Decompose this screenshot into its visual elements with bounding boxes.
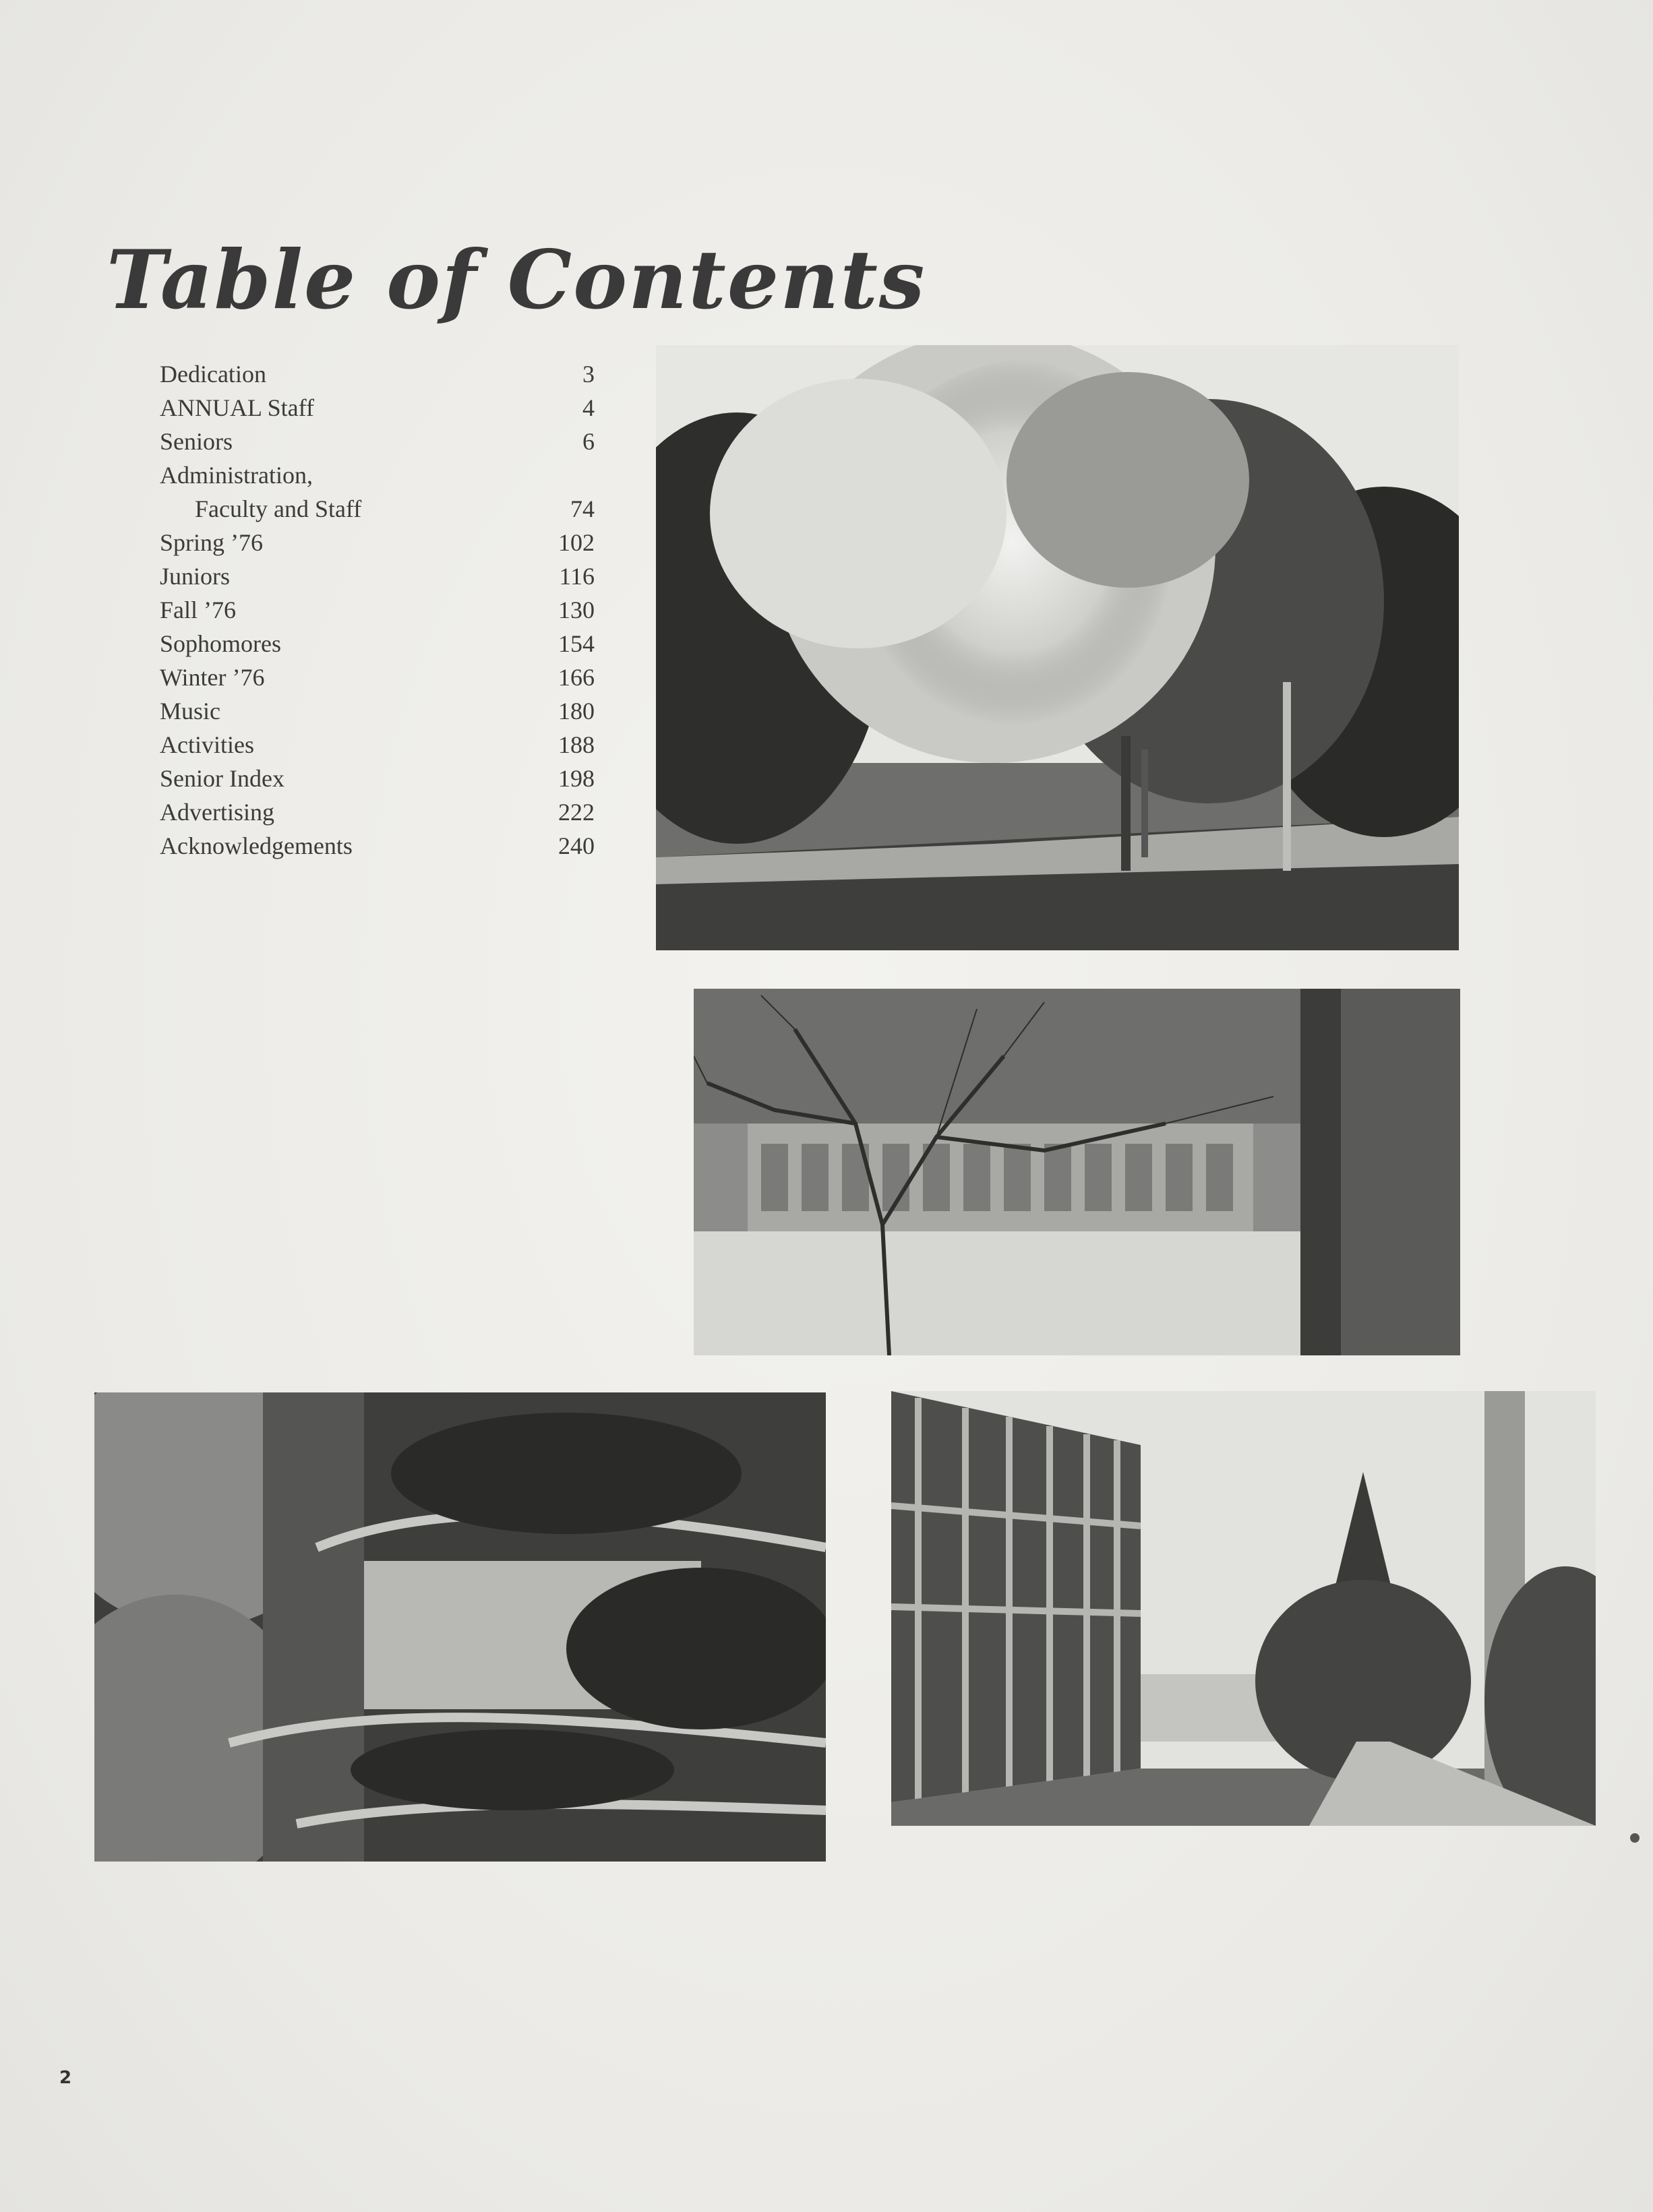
toc-entry <box>160 762 595 795</box>
toc-entry-label: Fall ’76 <box>160 596 236 623</box>
toc-entry <box>160 526 595 559</box>
page-number: 2 <box>59 2068 72 2088</box>
toc-entry <box>160 795 595 829</box>
toc-entry-label: Dedication <box>160 361 266 388</box>
photo-glass-walkway <box>891 1391 1596 1826</box>
toc-entry-label: Advertising <box>160 799 274 826</box>
toc-entry <box>160 357 595 391</box>
toc-entry <box>160 728 595 762</box>
toc-entry <box>160 458 595 492</box>
toc-entry-page: 222 <box>558 799 595 826</box>
toc-entry-page: 240 <box>558 832 595 859</box>
toc-entry <box>160 391 595 425</box>
toc-entry <box>160 829 595 863</box>
toc-entry-page: 154 <box>558 630 595 657</box>
toc-entry-label: Winter ’76 <box>160 664 265 691</box>
toc-entry-page: 6 <box>582 428 595 455</box>
toc-entry <box>160 593 595 627</box>
toc-entry-label: Juniors <box>160 563 231 590</box>
toc-entry-page: 74 <box>570 495 595 522</box>
photo-pine-branches <box>94 1392 826 1862</box>
toc-entry <box>160 425 595 458</box>
toc-entry-label: Music <box>160 698 220 725</box>
toc-entry-page: 116 <box>559 563 595 590</box>
toc-entry-label: Administration, <box>160 462 313 489</box>
toc-entry-page: 188 <box>558 731 595 758</box>
photo-sunlit-trees <box>656 345 1459 950</box>
page-title: Table of Contents <box>107 233 926 328</box>
toc-entry-page: 4 <box>582 394 595 421</box>
toc-entry <box>160 694 595 728</box>
toc-entry <box>160 627 595 660</box>
toc-entry-page: 102 <box>558 529 595 556</box>
print-speck <box>1630 1833 1640 1843</box>
photo-school-building <box>694 989 1460 1355</box>
toc-entry <box>160 492 595 526</box>
toc-entry-label: Senior Index <box>160 765 284 792</box>
toc-entry-label: ANNUAL Staff <box>160 394 314 421</box>
toc-entry-label: Sophomores <box>160 630 281 657</box>
toc-entry-page: 180 <box>558 698 595 725</box>
toc-entry-page: 198 <box>558 765 595 792</box>
toc-entry-label: Faculty and Staff <box>195 495 362 522</box>
toc-entry-page: 166 <box>558 664 595 691</box>
toc-entry-page: 3 <box>582 361 595 388</box>
toc-entry <box>160 660 595 694</box>
toc-entry-label: Acknowledgements <box>160 832 353 859</box>
table-of-contents <box>160 357 595 863</box>
toc-entry <box>160 559 595 593</box>
toc-entry-page: 130 <box>558 596 595 623</box>
toc-entry-label: Seniors <box>160 428 233 455</box>
toc-entry-label: Activities <box>160 731 254 758</box>
toc-entry-label: Spring ’76 <box>160 529 263 556</box>
